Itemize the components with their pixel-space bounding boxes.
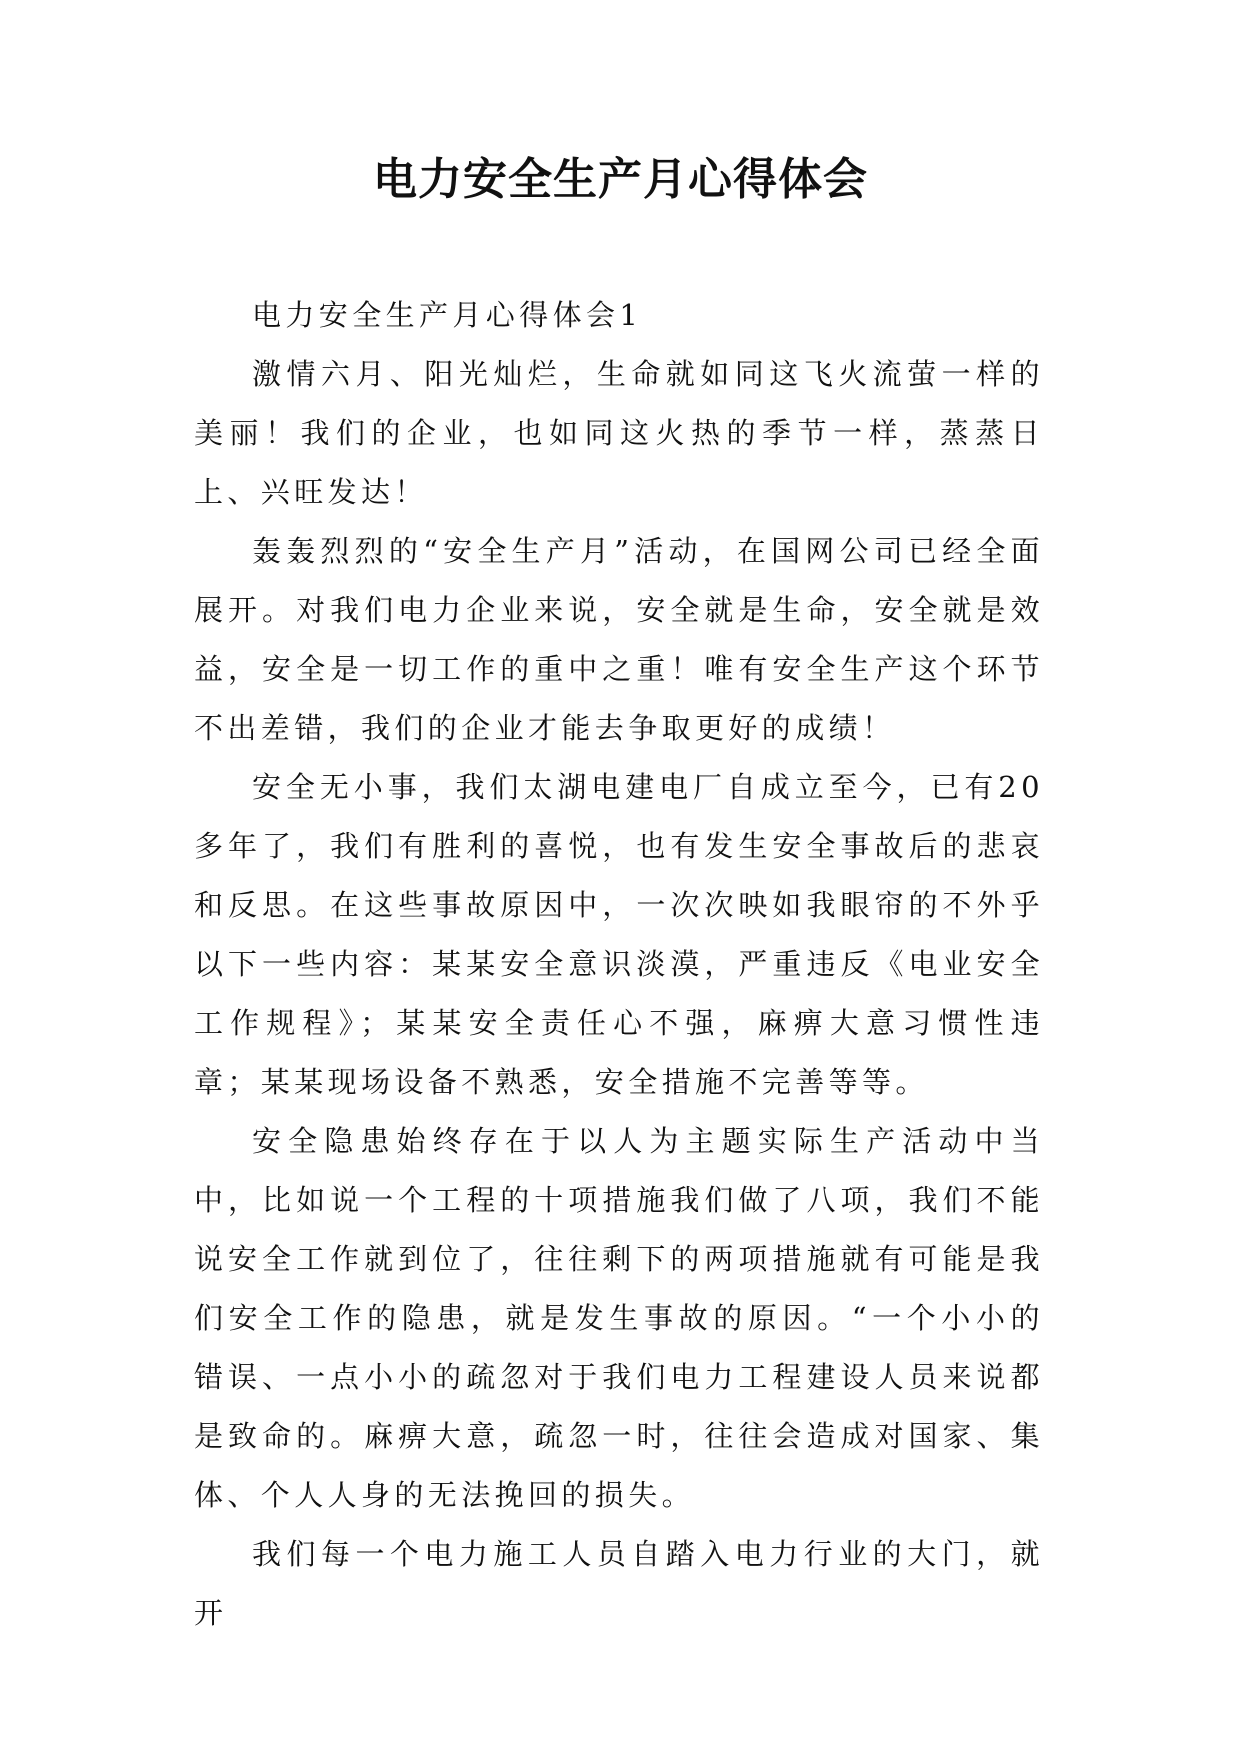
paragraph-1: 激情六月、阳光灿烂，生命就如同这飞火流萤一样的美丽！我们的企业，也如同这火热的季节一样，蒸蒸日上、兴旺发达！ <box>194 357 1044 509</box>
paragraph-2: 轰轰烈烈的“安全生产月”活动，在国网公司已经全面展开。对我们电力企业来说，安全就是生命，安全就是效益，安全是一切工作的重中之重！唯有安全生产这个环节不出差错，我们的企业才能去争取更好的成绩！ <box>194 534 1044 745</box>
paragraph-5: 我们每一个电力施工人员自踏入电力行业的大门，就开 <box>194 1537 1044 1630</box>
paragraph-4: 安全隐患始终存在于以人为主题实际生产活动中当中，比如说一个工程的十项措施我们做了八项，我们不能说安全工作就到位了，往往剩下的两项措施就有可能是我们安全工作的隐患，就是发生事故的原因。“一个小小的错误、一点小小的疏忽对于我们电力工程建设人员来说都是致命的。麻痹大意，疏忽一时，往往会造成对国家、集体、个人人身的无法挽回的损失。 <box>194 1124 1044 1512</box>
document-title: 电力安全生产月心得体会 <box>373 154 868 205</box>
paragraph-3: 安全无小事，我们太湖电建电厂自成立至今，已有20多年了，我们有胜利的喜悦，也有发生安全事故后的悲哀和反思。在这些事故原因中，一次次映如我眼帘的不外乎以下一些内容：某某安全意识淡漠，严重违反《电业安全工作规程》；某某安全责任心不强，麻痹大意习惯性违章；某某现场设备不熟悉，安全措施不完善等等。 <box>194 770 1044 1099</box>
document-body <box>194 286 1044 1643</box>
section-heading: 电力安全生产月心得体会1 <box>252 298 643 332</box>
